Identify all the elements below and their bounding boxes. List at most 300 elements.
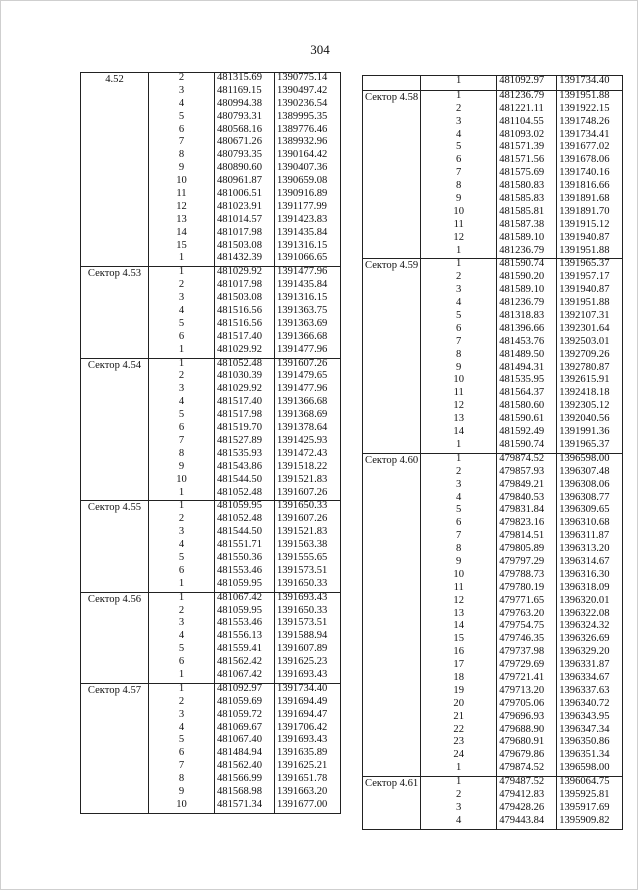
y-coordinate: 1391477.96 <box>275 345 341 358</box>
point-number: 19 <box>421 686 497 699</box>
y-coordinate: 1391563.38 <box>275 540 341 553</box>
x-coordinate: 479771.65 <box>497 596 557 609</box>
point-number: 9 <box>421 557 497 570</box>
x-coordinate: 481017.98 <box>215 228 275 241</box>
x-coordinate: 481587.38 <box>497 220 557 233</box>
x-coordinate: 481589.10 <box>497 233 557 246</box>
x-coordinate: 481585.81 <box>497 207 557 220</box>
point-number: 3 <box>421 803 497 816</box>
point-number: 5 <box>149 112 215 125</box>
y-coordinate: 1391816.66 <box>557 181 623 194</box>
x-coordinate: 481030.39 <box>215 371 275 384</box>
point-number: 12 <box>421 401 497 414</box>
x-coordinate: 481571.39 <box>497 142 557 155</box>
point-number: 9 <box>421 363 497 376</box>
x-coordinate: 481067.42 <box>215 592 275 605</box>
y-coordinate: 1391363.75 <box>275 306 341 319</box>
x-coordinate: 480568.16 <box>215 125 275 138</box>
y-coordinate: 1396310.68 <box>557 518 623 531</box>
point-number: 6 <box>421 155 497 168</box>
x-coordinate: 479428.26 <box>497 803 557 816</box>
point-number: 5 <box>421 142 497 155</box>
x-coordinate: 481503.08 <box>215 293 275 306</box>
x-coordinate: 479443.84 <box>497 816 557 829</box>
point-number: 6 <box>149 657 215 670</box>
point-number: 6 <box>149 566 215 579</box>
y-coordinate: 1392780.87 <box>557 363 623 376</box>
point-number: 4 <box>149 397 215 410</box>
point-number: 10 <box>421 375 497 388</box>
x-coordinate: 479805.89 <box>497 544 557 557</box>
sector-label: Сектор 4.61 <box>363 777 421 830</box>
y-coordinate: 1391957.17 <box>557 272 623 285</box>
point-number: 3 <box>149 618 215 631</box>
y-coordinate: 1391573.51 <box>275 566 341 579</box>
point-number: 2 <box>421 790 497 803</box>
point-number: 5 <box>149 319 215 332</box>
table-row <box>363 777 623 790</box>
x-coordinate: 481489.50 <box>497 350 557 363</box>
y-coordinate: 1390164.42 <box>275 150 341 163</box>
point-number: 1 <box>421 90 497 103</box>
point-number: 8 <box>149 774 215 787</box>
point-number: 20 <box>421 699 497 712</box>
y-coordinate: 1391734.40 <box>557 76 623 91</box>
x-coordinate: 479849.21 <box>497 480 557 493</box>
point-number: 1 <box>421 246 497 259</box>
point-number: 7 <box>421 337 497 350</box>
x-coordinate: 481517.40 <box>215 332 275 345</box>
y-coordinate: 1391740.16 <box>557 168 623 181</box>
y-coordinate: 1391521.83 <box>275 475 341 488</box>
y-coordinate: 1391706.42 <box>275 723 341 736</box>
point-number: 1 <box>149 579 215 592</box>
point-number: 9 <box>149 462 215 475</box>
y-coordinate: 1396307.48 <box>557 467 623 480</box>
y-coordinate: 1391066.65 <box>275 253 341 266</box>
x-coordinate: 481453.76 <box>497 337 557 350</box>
x-coordinate: 481516.56 <box>215 319 275 332</box>
table-row <box>81 683 341 696</box>
x-coordinate: 481559.41 <box>215 644 275 657</box>
y-coordinate: 1392615.91 <box>557 375 623 388</box>
point-number: 4 <box>421 130 497 143</box>
table-row <box>81 267 341 280</box>
point-number: 1 <box>149 683 215 696</box>
y-coordinate: 1391748.26 <box>557 117 623 130</box>
x-coordinate: 481503.08 <box>215 241 275 254</box>
y-coordinate: 1391425.93 <box>275 436 341 449</box>
y-coordinate: 1391521.83 <box>275 527 341 540</box>
table-row <box>81 501 341 514</box>
y-coordinate: 1391607.26 <box>275 488 341 501</box>
y-coordinate: 1391677.00 <box>275 800 341 813</box>
x-coordinate: 479763.20 <box>497 609 557 622</box>
point-number: 1 <box>149 501 215 514</box>
y-coordinate: 1396598.00 <box>557 763 623 776</box>
point-number: 3 <box>421 285 497 298</box>
y-coordinate: 1391477.96 <box>275 267 341 280</box>
y-coordinate: 1389995.35 <box>275 112 341 125</box>
y-coordinate: 1396350.86 <box>557 737 623 750</box>
point-number: 8 <box>149 150 215 163</box>
x-coordinate: 481221.11 <box>497 104 557 117</box>
point-number: 13 <box>421 414 497 427</box>
y-coordinate: 1391366.68 <box>275 332 341 345</box>
x-coordinate: 481516.56 <box>215 306 275 319</box>
point-number: 21 <box>421 712 497 725</box>
point-number: 1 <box>149 358 215 371</box>
x-coordinate: 479737.98 <box>497 647 557 660</box>
y-coordinate: 1390236.54 <box>275 99 341 112</box>
x-coordinate: 479487.52 <box>497 777 557 790</box>
x-coordinate: 481519.70 <box>215 423 275 436</box>
point-number: 7 <box>421 168 497 181</box>
point-number: 1 <box>149 592 215 605</box>
sector-label: Сектор 4.53 <box>81 267 149 358</box>
point-number: 10 <box>421 207 497 220</box>
x-coordinate: 481575.69 <box>497 168 557 181</box>
y-coordinate: 1391891.68 <box>557 194 623 207</box>
point-number: 3 <box>149 710 215 723</box>
point-number: 12 <box>149 202 215 215</box>
y-coordinate: 1396340.72 <box>557 699 623 712</box>
y-coordinate: 1396326.69 <box>557 634 623 647</box>
point-number: 22 <box>421 725 497 738</box>
x-coordinate: 481092.97 <box>497 76 557 91</box>
y-coordinate: 1396324.32 <box>557 621 623 634</box>
point-number: 5 <box>149 553 215 566</box>
y-coordinate: 1396316.30 <box>557 570 623 583</box>
y-coordinate: 1396351.34 <box>557 750 623 763</box>
x-coordinate: 481092.97 <box>215 683 275 696</box>
x-coordinate: 481236.79 <box>497 298 557 311</box>
point-number: 4 <box>149 306 215 319</box>
y-coordinate: 1389932.96 <box>275 137 341 150</box>
x-coordinate: 479823.16 <box>497 518 557 531</box>
x-coordinate: 481590.74 <box>497 440 557 453</box>
x-coordinate: 479705.06 <box>497 699 557 712</box>
point-number: 14 <box>421 621 497 634</box>
sector-label: 4.52 <box>81 73 149 267</box>
point-number: 9 <box>149 787 215 800</box>
x-coordinate: 481564.37 <box>497 388 557 401</box>
x-coordinate: 480994.38 <box>215 99 275 112</box>
point-number: 15 <box>421 634 497 647</box>
y-coordinate: 1396334.67 <box>557 673 623 686</box>
y-coordinate: 1392503.01 <box>557 337 623 350</box>
y-coordinate: 1391693.43 <box>275 670 341 683</box>
point-number: 10 <box>421 570 497 583</box>
y-coordinate: 1396309.65 <box>557 505 623 518</box>
point-number: 5 <box>421 311 497 324</box>
coordinates-table-left <box>80 72 341 814</box>
table-row <box>363 76 623 91</box>
x-coordinate: 481494.31 <box>497 363 557 376</box>
x-coordinate: 480890.60 <box>215 163 275 176</box>
x-coordinate: 481059.95 <box>215 501 275 514</box>
point-number: 4 <box>421 493 497 506</box>
x-coordinate: 480671.26 <box>215 137 275 150</box>
y-coordinate: 1391694.49 <box>275 697 341 710</box>
x-coordinate: 481052.48 <box>215 358 275 371</box>
x-coordinate: 481589.10 <box>497 285 557 298</box>
x-coordinate: 479797.29 <box>497 557 557 570</box>
y-coordinate: 1396343.95 <box>557 712 623 725</box>
point-number: 2 <box>149 371 215 384</box>
x-coordinate: 481566.99 <box>215 774 275 787</box>
y-coordinate: 1391177.99 <box>275 202 341 215</box>
y-coordinate: 1396308.06 <box>557 480 623 493</box>
point-number: 11 <box>149 189 215 202</box>
x-coordinate: 480793.35 <box>215 150 275 163</box>
point-number: 2 <box>421 467 497 480</box>
sector-label: Сектор 4.57 <box>81 683 149 813</box>
point-number: 14 <box>149 228 215 241</box>
table-row <box>81 358 341 371</box>
point-number: 9 <box>149 163 215 176</box>
y-coordinate: 1391922.15 <box>557 104 623 117</box>
y-coordinate: 1391573.51 <box>275 618 341 631</box>
point-number: 4 <box>149 99 215 112</box>
y-coordinate: 1391378.64 <box>275 423 341 436</box>
y-coordinate: 1391693.43 <box>275 592 341 605</box>
point-number: 5 <box>149 644 215 657</box>
point-number: 2 <box>149 697 215 710</box>
x-coordinate: 481315.69 <box>215 73 275 86</box>
x-coordinate: 481592.49 <box>497 427 557 440</box>
x-coordinate: 481553.46 <box>215 618 275 631</box>
point-number: 4 <box>421 298 497 311</box>
y-coordinate: 1391625.21 <box>275 761 341 774</box>
point-number: 8 <box>421 544 497 557</box>
point-number: 10 <box>149 176 215 189</box>
x-coordinate: 479788.73 <box>497 570 557 583</box>
point-number: 4 <box>149 631 215 644</box>
x-coordinate: 481580.83 <box>497 181 557 194</box>
y-coordinate: 1390407.36 <box>275 163 341 176</box>
table-row <box>81 592 341 605</box>
y-coordinate: 1391316.15 <box>275 293 341 306</box>
x-coordinate: 481059.69 <box>215 697 275 710</box>
x-coordinate: 481067.40 <box>215 735 275 748</box>
x-coordinate: 481059.95 <box>215 606 275 619</box>
x-coordinate: 479814.51 <box>497 531 557 544</box>
table-row <box>363 453 623 466</box>
y-coordinate: 1391625.23 <box>275 657 341 670</box>
y-coordinate: 1396322.08 <box>557 609 623 622</box>
x-coordinate: 481544.50 <box>215 475 275 488</box>
x-coordinate: 479713.20 <box>497 686 557 699</box>
sector-label: Сектор 4.59 <box>363 259 421 453</box>
point-number: 11 <box>421 583 497 596</box>
table-row <box>363 90 623 103</box>
y-coordinate: 1390916.89 <box>275 189 341 202</box>
y-coordinate: 1391940.87 <box>557 285 623 298</box>
x-coordinate: 481236.79 <box>497 90 557 103</box>
point-number: 6 <box>421 324 497 337</box>
x-coordinate: 479874.52 <box>497 453 557 466</box>
y-coordinate: 1396329.20 <box>557 647 623 660</box>
point-number: 10 <box>149 800 215 813</box>
point-number: 6 <box>149 332 215 345</box>
y-coordinate: 1392301.64 <box>557 324 623 337</box>
y-coordinate: 1391965.37 <box>557 440 623 453</box>
y-coordinate: 1391951.88 <box>557 298 623 311</box>
point-number: 13 <box>421 609 497 622</box>
x-coordinate: 481484.94 <box>215 748 275 761</box>
x-coordinate: 481517.98 <box>215 410 275 423</box>
y-coordinate: 1391479.65 <box>275 371 341 384</box>
page-number: 304 <box>310 42 330 57</box>
x-coordinate: 479412.83 <box>497 790 557 803</box>
x-coordinate: 481029.92 <box>215 267 275 280</box>
x-coordinate: 481029.92 <box>215 345 275 358</box>
point-number: 1 <box>421 76 497 91</box>
x-coordinate: 481059.95 <box>215 579 275 592</box>
y-coordinate: 1391678.06 <box>557 155 623 168</box>
x-coordinate: 481093.02 <box>497 130 557 143</box>
y-coordinate: 1396308.77 <box>557 493 623 506</box>
y-coordinate: 1389776.46 <box>275 125 341 138</box>
point-number: 2 <box>149 73 215 86</box>
y-coordinate: 1392305.12 <box>557 401 623 414</box>
point-number: 12 <box>421 233 497 246</box>
point-number: 1 <box>149 488 215 501</box>
sector-label: Сектор 4.58 <box>363 90 421 259</box>
x-coordinate: 481571.34 <box>215 800 275 813</box>
point-number: 3 <box>421 117 497 130</box>
x-coordinate: 479680.91 <box>497 737 557 750</box>
x-coordinate: 479831.84 <box>497 505 557 518</box>
point-number: 7 <box>149 761 215 774</box>
x-coordinate: 479688.90 <box>497 725 557 738</box>
y-coordinate: 1391607.26 <box>275 358 341 371</box>
point-number: 4 <box>149 723 215 736</box>
sector-label: Сектор 4.54 <box>81 358 149 501</box>
point-number: 3 <box>149 86 215 99</box>
x-coordinate: 479746.35 <box>497 634 557 647</box>
y-coordinate: 1396320.01 <box>557 596 623 609</box>
x-coordinate: 481432.39 <box>215 253 275 266</box>
x-coordinate: 481014.57 <box>215 215 275 228</box>
x-coordinate: 479780.19 <box>497 583 557 596</box>
x-coordinate: 481052.48 <box>215 514 275 527</box>
point-number: 8 <box>421 181 497 194</box>
x-coordinate: 481585.83 <box>497 194 557 207</box>
y-coordinate: 1390497.42 <box>275 86 341 99</box>
y-coordinate: 1395909.82 <box>557 816 623 829</box>
y-coordinate: 1392709.26 <box>557 350 623 363</box>
x-coordinate: 479729.69 <box>497 660 557 673</box>
y-coordinate: 1396314.67 <box>557 557 623 570</box>
y-coordinate: 1396064.75 <box>557 777 623 790</box>
y-coordinate: 1391693.43 <box>275 735 341 748</box>
point-number: 8 <box>149 449 215 462</box>
y-coordinate: 1392107.31 <box>557 311 623 324</box>
x-coordinate: 481059.72 <box>215 710 275 723</box>
point-number: 13 <box>149 215 215 228</box>
y-coordinate: 1391677.02 <box>557 142 623 155</box>
x-coordinate: 481517.40 <box>215 397 275 410</box>
table-row <box>81 73 341 86</box>
point-number: 3 <box>149 527 215 540</box>
x-coordinate: 481544.50 <box>215 527 275 540</box>
point-number: 7 <box>149 137 215 150</box>
point-number: 17 <box>421 660 497 673</box>
y-coordinate: 1391650.33 <box>275 579 341 592</box>
y-coordinate: 1391965.37 <box>557 259 623 272</box>
y-coordinate: 1391435.84 <box>275 280 341 293</box>
y-coordinate: 1390659.08 <box>275 176 341 189</box>
y-coordinate: 1391607.89 <box>275 644 341 657</box>
point-number: 3 <box>149 293 215 306</box>
point-number: 5 <box>421 505 497 518</box>
point-number: 2 <box>149 514 215 527</box>
y-coordinate: 1391423.83 <box>275 215 341 228</box>
y-coordinate: 1391588.94 <box>275 631 341 644</box>
y-coordinate: 1391951.88 <box>557 246 623 259</box>
point-number: 2 <box>421 104 497 117</box>
point-number: 6 <box>149 125 215 138</box>
y-coordinate: 1395925.81 <box>557 790 623 803</box>
point-number: 10 <box>149 475 215 488</box>
y-coordinate: 1395917.69 <box>557 803 623 816</box>
y-coordinate: 1391651.78 <box>275 774 341 787</box>
point-number: 1 <box>421 777 497 790</box>
point-number: 4 <box>149 540 215 553</box>
point-number: 6 <box>149 423 215 436</box>
x-coordinate: 481551.71 <box>215 540 275 553</box>
point-number: 6 <box>149 748 215 761</box>
x-coordinate: 479754.75 <box>497 621 557 634</box>
x-coordinate: 481590.74 <box>497 259 557 272</box>
point-number: 14 <box>421 427 497 440</box>
y-coordinate: 1396313.20 <box>557 544 623 557</box>
point-number: 9 <box>421 194 497 207</box>
x-coordinate: 481006.51 <box>215 189 275 202</box>
x-coordinate: 479696.93 <box>497 712 557 725</box>
x-coordinate: 480793.31 <box>215 112 275 125</box>
y-coordinate: 1391555.65 <box>275 553 341 566</box>
point-number: 1 <box>421 259 497 272</box>
table-row <box>363 259 623 272</box>
point-number: 24 <box>421 750 497 763</box>
y-coordinate: 1391694.47 <box>275 710 341 723</box>
x-coordinate: 481052.48 <box>215 488 275 501</box>
point-number: 1 <box>421 453 497 466</box>
y-coordinate: 1396318.09 <box>557 583 623 596</box>
y-coordinate: 1391734.40 <box>275 683 341 696</box>
x-coordinate: 481556.13 <box>215 631 275 644</box>
point-number: 3 <box>149 384 215 397</box>
point-number: 7 <box>149 436 215 449</box>
y-coordinate: 1391368.69 <box>275 410 341 423</box>
y-coordinate: 1396598.00 <box>557 453 623 466</box>
x-coordinate: 479874.52 <box>497 763 557 776</box>
point-number: 6 <box>421 518 497 531</box>
y-coordinate: 1391940.87 <box>557 233 623 246</box>
x-coordinate: 481535.93 <box>215 449 275 462</box>
point-number: 1 <box>149 253 215 266</box>
sector-label <box>363 76 421 91</box>
point-number: 12 <box>421 596 497 609</box>
y-coordinate: 1391607.26 <box>275 514 341 527</box>
point-number: 18 <box>421 673 497 686</box>
y-coordinate: 1396331.87 <box>557 660 623 673</box>
x-coordinate: 481067.42 <box>215 670 275 683</box>
y-coordinate: 1391435.84 <box>275 228 341 241</box>
